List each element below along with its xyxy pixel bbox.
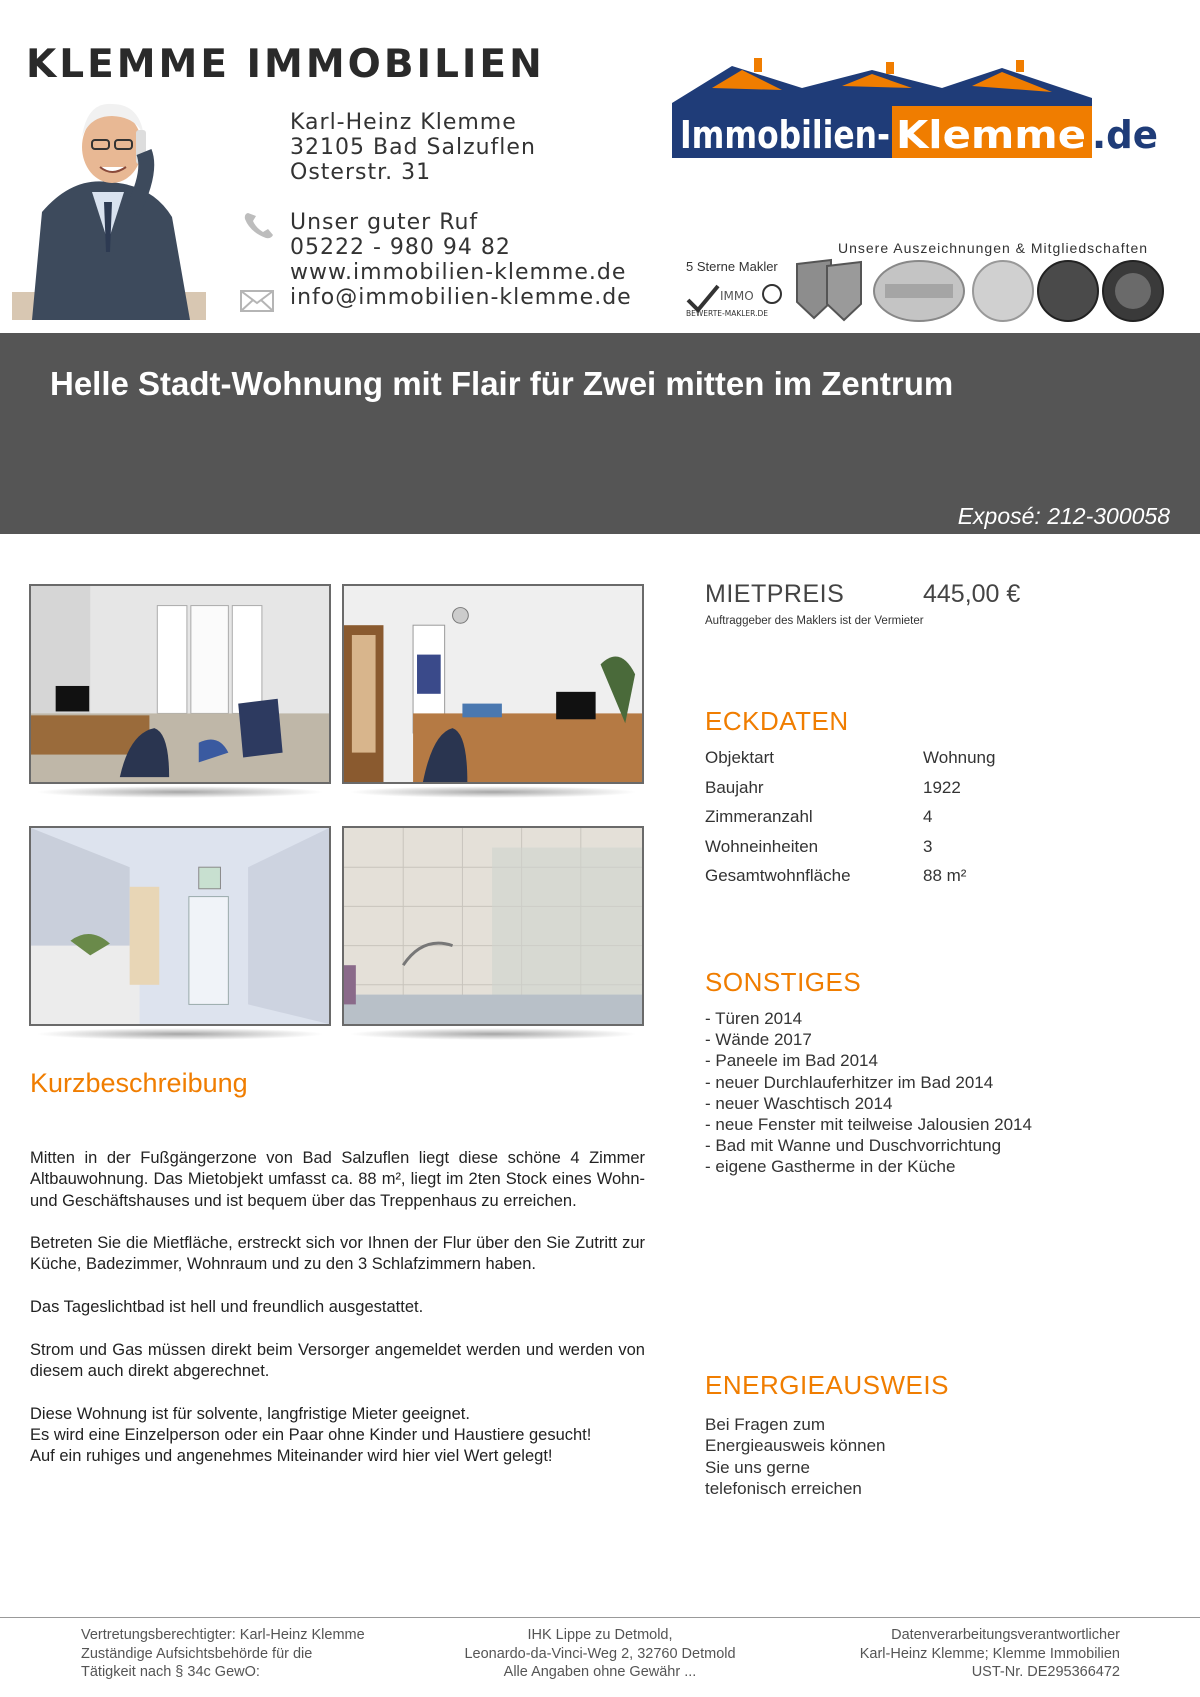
footer-text: Karl-Heinz Klemme; Klemme Immobilien — [859, 1645, 1120, 1662]
desc-paragraph-1: Mitten in der Fußgängerzone von Bad Salzuflen liegt diese schöne 4 Zimmer Altbauwohnung. Das Mietobjekt umfasst ca. 88 m², liegt im 2ten Stock eines Wohn- und Geschäftshauses und ist bequem über das Treppenhaus zu erreichen. — [30, 1149, 645, 1210]
list-item: - Wände 2017 — [705, 1030, 812, 1050]
eckdaten-key: Baujahr — [705, 777, 764, 797]
footer-right — [720, 1626, 1120, 1682]
svg-text:IMMO: IMMO — [720, 289, 754, 303]
energieausweis-heading: ENERGIEAUSWEIS — [705, 1370, 949, 1400]
footer-text: Vertretungsberechtigter: Karl-Heinz Klemme — [81, 1627, 365, 1643]
photo-living-room[interactable] — [29, 584, 331, 784]
contact-street: Osterstr. 31 — [290, 160, 432, 185]
list-item: - Türen 2014 — [705, 1009, 803, 1028]
contact-email[interactable]: info@immobilien-klemme.de — [290, 285, 632, 310]
phone-icon — [242, 210, 276, 240]
eckdaten-row — [705, 807, 1105, 837]
contact-city: 32105 Bad Salzuflen — [290, 135, 536, 160]
kurzbeschreibung-heading: Kurzbeschreibung — [30, 1068, 248, 1098]
page-title: Helle Stadt-Wohnung mit Flair für Zwei mitten im Zentrum — [50, 365, 954, 402]
logo-text-3: .de — [1092, 113, 1158, 157]
footer-text: Zuständige Aufsichtsbehörde für die — [81, 1645, 313, 1662]
energie-line: Sie uns gerne — [705, 1457, 810, 1477]
footer-text: Tätigkeit nach § 34c GewO: — [81, 1664, 260, 1680]
energieausweis-text — [705, 1414, 886, 1499]
brand-title: KLEMME IMMOBILIEN — [26, 42, 545, 87]
contact-phone[interactable]: 05222 - 980 94 82 — [290, 235, 511, 260]
eckdaten-key: Wohneinheiten — [705, 836, 819, 856]
kurzbeschreibung-text — [30, 1148, 645, 1489]
photo-bathroom[interactable] — [342, 826, 644, 1026]
eckdaten-row — [705, 866, 1105, 896]
contact-slogan: Unser guter Ruf — [290, 210, 479, 235]
award-badges — [793, 258, 1165, 324]
eckdaten-row — [705, 837, 1105, 867]
eckdaten-value: Wohnung — [923, 748, 996, 767]
list-item: - neuer Durchlauferhitzer im Bad 2014 — [705, 1072, 994, 1092]
sonstiges-heading: SONSTIGES — [705, 967, 862, 997]
awards-title: Unsere Auszeichnungen & Mitgliedschaften — [838, 240, 1149, 256]
photo-hallway[interactable] — [29, 826, 331, 1026]
photo-shadow — [35, 786, 325, 798]
footer-text: Alle Angaben ohne Gewähr ... — [503, 1664, 697, 1680]
stars-makler-logo — [684, 276, 784, 322]
list-item: - eigene Gastherme in der Küche — [705, 1157, 956, 1177]
list-item: - Paneele im Bad 2014 — [705, 1051, 878, 1071]
list-item: - neue Fenster mit teilweise Jalousien 2014 — [705, 1115, 1032, 1135]
footer-divider — [0, 1617, 1200, 1618]
energie-line: telefonisch erreichen — [705, 1478, 862, 1498]
contact-name: Karl-Heinz Klemme — [290, 110, 517, 135]
footer-text: IHK Lippe zu Detmold, — [527, 1627, 673, 1643]
contact-block — [290, 110, 632, 310]
photo-office[interactable] — [342, 584, 644, 784]
eckdaten-table — [705, 748, 1105, 896]
company-logo — [672, 58, 1162, 170]
eckdaten-value: 4 — [923, 807, 933, 826]
desc-paragraph-5: Diese Wohnung ist für solvente, langfristige Mieter geeignet. Es wird eine Einzelperson oder ein Paar ohne Kinder und Haustiere gesucht! Auf ein ruhiges und angenehmes Miteinander wird hier viel Wert gelegt! — [30, 1404, 592, 1466]
photo-shadow — [348, 1028, 638, 1040]
energie-line: Energieausweis können — [705, 1436, 886, 1456]
price-note: Auftraggeber des Maklers ist der Vermieter — [705, 615, 924, 627]
list-item: - Bad mit Wanne und Duschvorrichtung — [705, 1136, 1002, 1156]
logo-text-1: Immobilien- — [680, 113, 890, 157]
svg-text:BEWERTE-MAKLER.DE: BEWERTE-MAKLER.DE — [686, 309, 769, 318]
desc-paragraph-4: Strom und Gas müssen direkt beim Versorger angemeldet werden und werden von diesem auch direkt abgerechnet. — [30, 1340, 645, 1380]
eckdaten-value: 3 — [923, 836, 933, 856]
footer-text: Datenverarbeitungsverantwortlicher — [891, 1627, 1120, 1643]
eckdaten-value: 1922 — [923, 777, 961, 797]
energie-line: Bei Fragen zum — [705, 1415, 825, 1434]
list-item: - neuer Waschtisch 2014 — [705, 1093, 893, 1113]
photo-shadow — [35, 1028, 325, 1040]
eckdaten-key: Objektart — [705, 748, 774, 767]
eckdaten-row — [705, 778, 1105, 808]
stars-label: 5 Sterne Makler — [686, 259, 778, 274]
eckdaten-key: Gesamtwohnfläche — [705, 866, 851, 885]
footer-text: Leonardo-da-Vinci-Weg 2, 32760 Detmold — [464, 1645, 736, 1662]
logo-text-2: Klemme — [896, 113, 1086, 157]
eckdaten-key: Zimmeranzahl — [705, 807, 813, 826]
footer-text: UST-Nr. DE295366472 — [971, 1664, 1120, 1680]
price-label: MIETPREIS — [705, 580, 845, 608]
photo-shadow — [348, 786, 638, 798]
eckdaten-value: 88 m² — [923, 866, 967, 885]
eckdaten-heading: ECKDATEN — [705, 706, 849, 736]
eckdaten-row — [705, 748, 1105, 778]
contact-website[interactable]: www.immobilien-klemme.de — [290, 260, 627, 285]
price-value: 445,00 € — [923, 580, 1021, 608]
desc-paragraph-3: Das Tageslichtbad ist hell und freundlich ausgestattet. — [30, 1298, 424, 1317]
desc-paragraph-2: Betreten Sie die Mietfläche, erstreckt sich vor Ihnen der Flur über den Sie Zutritt zur Küche, Badezimmer, Wohnraum und zu den 3 Schlafzimmern haben. — [30, 1234, 645, 1274]
agent-photo — [12, 92, 206, 320]
sonstiges-list — [705, 1008, 1032, 1178]
footer-left — [81, 1626, 365, 1682]
expose-number: Exposé: 212-300058 — [957, 503, 1170, 529]
mail-icon — [240, 290, 274, 312]
